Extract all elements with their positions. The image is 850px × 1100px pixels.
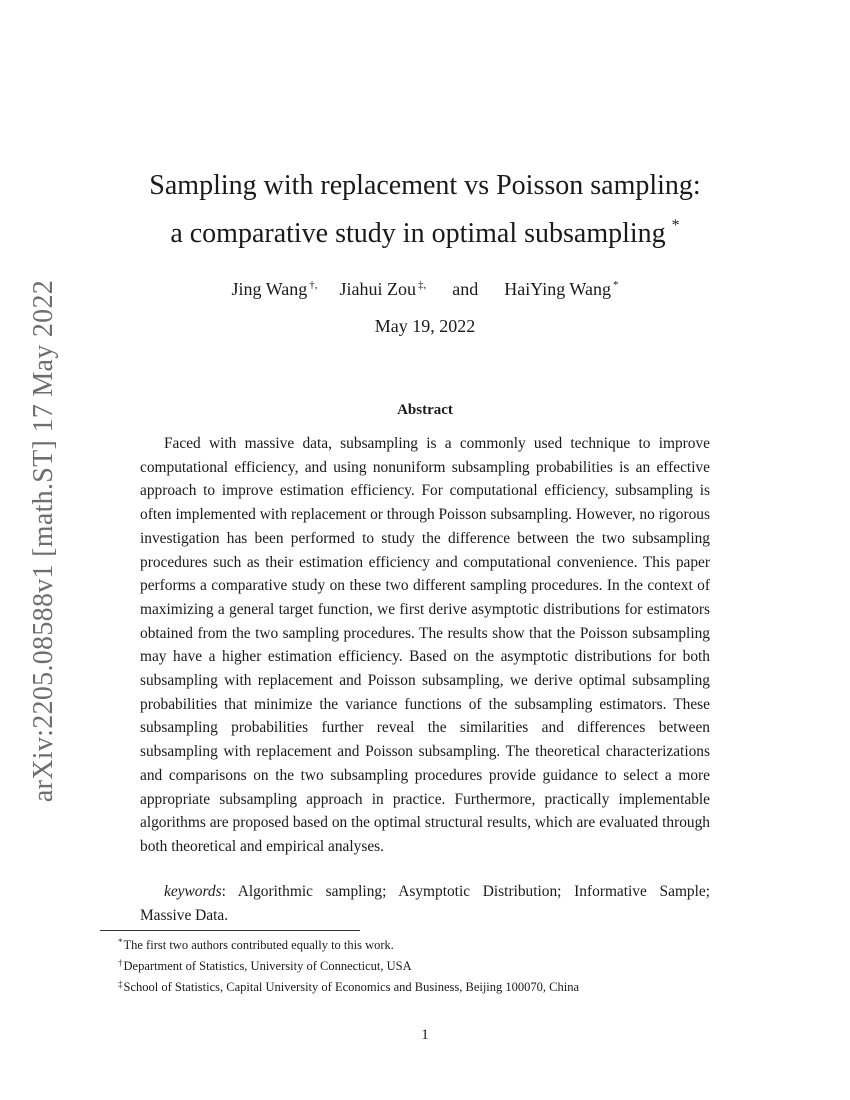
arxiv-identifier-text: arXiv:2205.08588v1 [math.ST] 17 May 2022 [28,279,60,802]
footnote-marker: ‡ [118,979,123,989]
author-list [100,273,750,301]
author-3 [504,273,618,301]
footnote-marker: * [118,937,123,947]
paper-date: May 19, 2022 [374,316,476,336]
author-1-name: Jing Wang [231,279,308,299]
keywords-text: : Algorithmic sampling; Asymptotic Distribution; Informative Sample; Massive Data. [140,883,710,924]
author-1 [232,273,318,301]
page-number: 1 [421,1027,429,1043]
arxiv-identifier-stamp [22,268,66,813]
paper-title [100,166,750,254]
author-3-marker: * [612,279,619,291]
author-2-marker: ‡, [418,279,427,291]
author-2 [340,273,427,301]
footnotes [118,933,758,996]
footnote-affiliation-cueb: ‡School of Statistics, Capital University of Economics and Business, Beijing 100070, China [118,979,580,994]
title-line-2-text: a comparative study in optimal subsampling [170,218,666,249]
keywords-line [140,880,710,927]
author-1-marker: †, [309,279,318,291]
footnote-marker: † [118,958,123,968]
title-footnote-marker: * [671,217,680,234]
author-joiner: and [452,279,479,299]
abstract-heading: Abstract [397,402,453,418]
footnote-affiliation-uconn: †Department of Statistics, University of Connecticut, USA [118,958,412,973]
author-3-name: HaiYing Wang [504,279,611,299]
abstract-paragraph: Faced with massive data, subsampling is a commonly used technique to improve computational efficiency, and using nonuniform subsampling probabilities is an effective approach to improve estimation efficiency. For computational efficiency, subsampling is often implemented with replacement or through Poisson subsampling. However, no rigorous investigation has been performed to study the difference between the two subsampling procedures such as their estimation efficiency and computational convenience. This paper performs a comparative study on these two different sampling procedures. In the context of maximizing a general target function, we first derive asymptotic distributions for estimators obtained from the two sampling procedures. The results show that the Poisson subsampling may have a higher estimation efficiency. Based on the asymptotic distributions for both subsampling with replacement and Poisson subsampling, we derive optimal subsampling probabilities that minimize the variance functions of the subsampling estimators. These subsampling probabilities further reveal the similarities and differences between subsampling with replacement and Poisson subsampling. The theoretical characterizations and comparisons on the two subsampling procedures provide guidance to select a more appropriate subsampling approach in practice. Furthermore, practically implementable algorithms are proposed based on the optimal structural results, which are evaluated through both theoretical and empirical analyses. [140,435,710,855]
title-line-1: Sampling with replacement vs Poisson sampling: [149,170,701,201]
author-2-name: Jiahui Zou [339,279,416,299]
keywords-label: keywords [164,883,222,900]
footnote-divider [100,930,360,931]
title-line-2 [100,206,750,254]
footnote-equal-contribution: *The first two authors contributed equally to this work. [118,937,394,952]
abstract-body [140,432,710,859]
